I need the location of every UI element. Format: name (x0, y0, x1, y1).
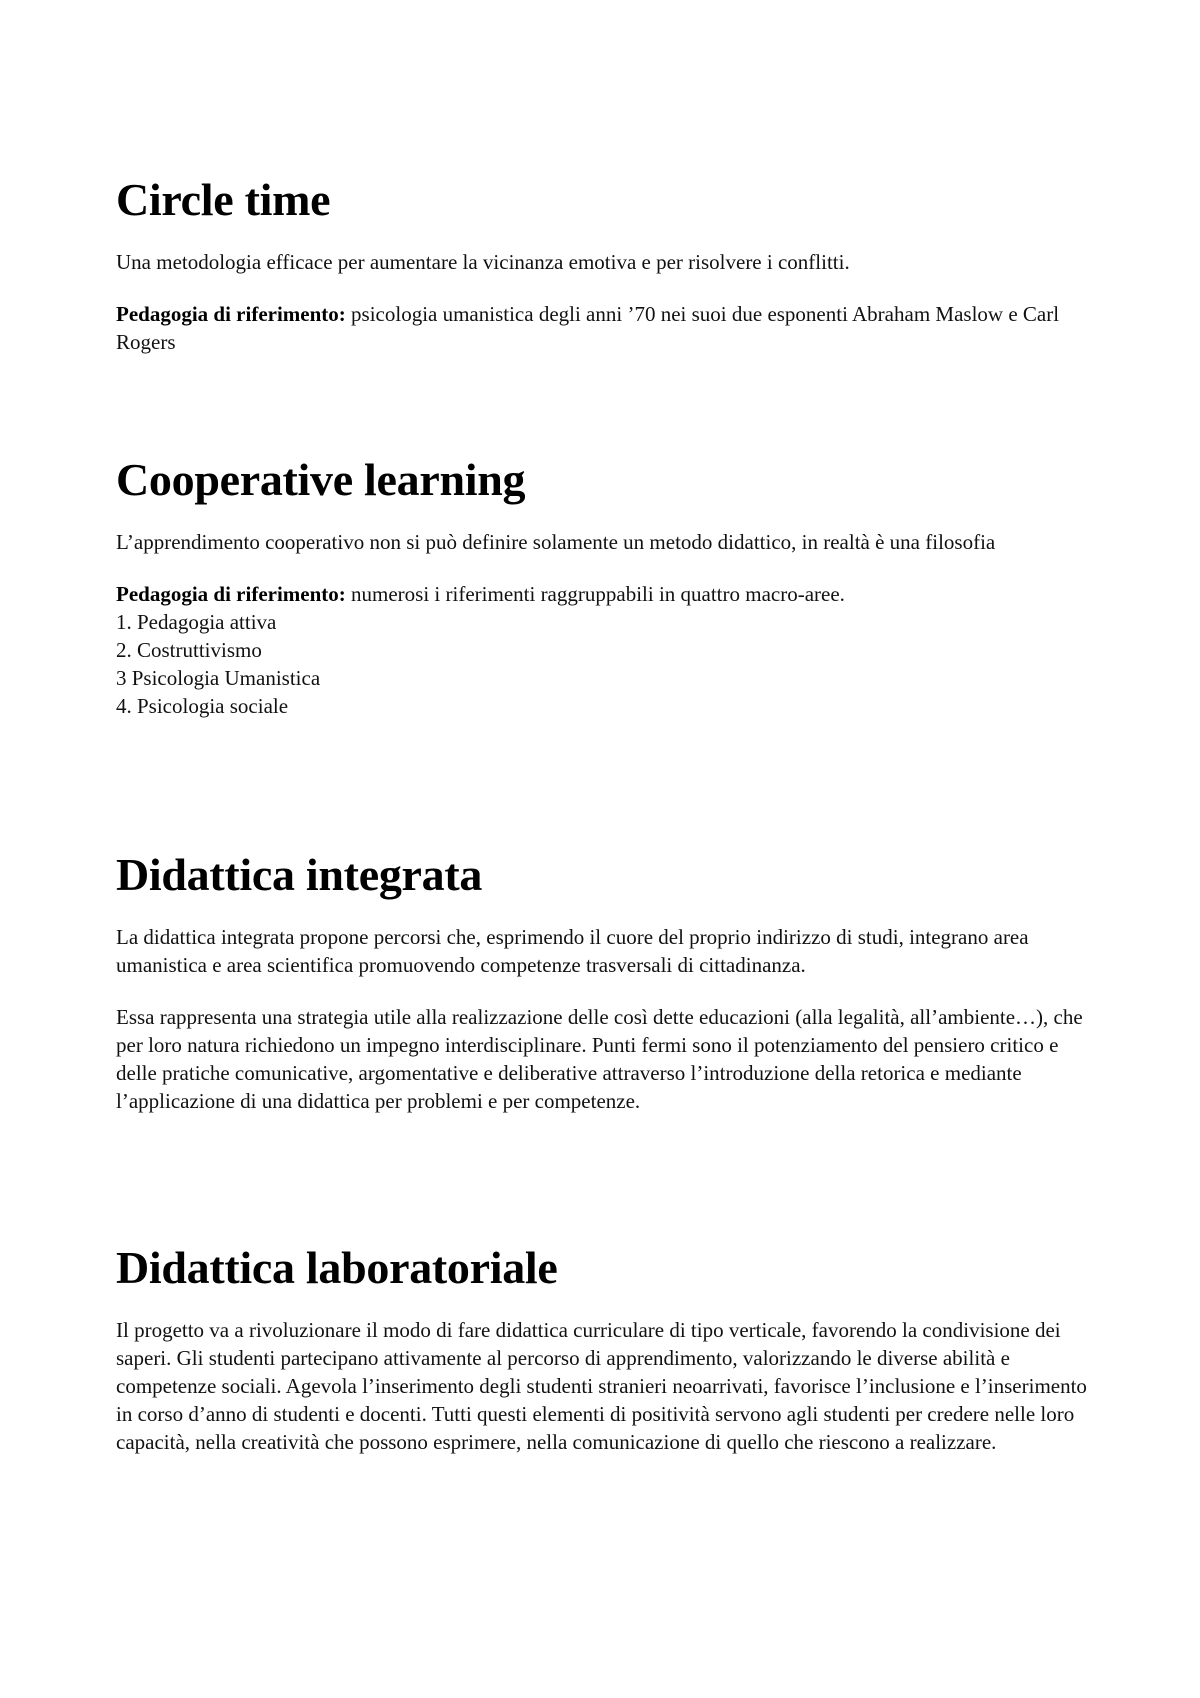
paragraph-cooperative-learning-reference (116, 580, 1096, 608)
list-item: 4. Psicologia sociale (116, 694, 289, 718)
paragraph-didattica-integrata-2: Essa rappresenta una strategia utile alla realizzazione delle così dette educazioni (alla legalità, all’ambiente…), che per loro natura richiedono un impegno interdisciplinare. Punti fermi sono il potenziamento del pensiero critico e delle pratiche comunicative, argomentative e deliberative attraverso l’introduzione della retorica e mediante l’applicazione di una didattica per problemi e per competenze. (116, 1005, 1083, 1113)
list-item: 3 Psicologia Umanistica (116, 666, 321, 690)
reference-text: psicologia umanistica degli anni ’70 nei suoi due esponenti Abraham Maslow e Carl Rogers (116, 302, 1060, 354)
heading-didattica-integrata: Didattica integrata (116, 849, 483, 900)
reference-text: numerosi i riferimenti raggruppabili in quattro macro-aree. (345, 582, 845, 606)
section-cooperative-learning (116, 452, 1096, 720)
heading-didattica-laboratoriale: Didattica laboratoriale (116, 1242, 558, 1293)
reference-list (116, 608, 1096, 720)
paragraph-circle-time-intro: Una metodologia efficace per aumentare la vicinanza emotiva e per risolvere i conflitti. (116, 250, 850, 274)
section-didattica-integrata (116, 847, 1096, 1115)
reference-label: Pedagogia di riferimento: (116, 302, 346, 326)
list-item: 2. Costruttivismo (116, 638, 262, 662)
paragraph-circle-time-reference (116, 300, 1096, 356)
heading-circle-time: Circle time (116, 174, 331, 225)
paragraph-cooperative-learning-intro: L’apprendimento cooperativo non si può definire solamente un metodo didattico, in realtà è una filosofia (116, 530, 996, 554)
paragraph-didattica-integrata-1: La didattica integrata propone percorsi che, esprimendo il cuore del proprio indirizzo di studi, integrano area umanistica e area scientifica promuovendo competenze trasversali di cittadinanza. (116, 925, 1029, 977)
section-didattica-laboratoriale (116, 1240, 1096, 1456)
paragraph-didattica-laboratoriale: Il progetto va a rivoluzionare il modo di fare didattica curriculare di tipo verticale, favorendo la condivisione dei saperi. Gli studenti partecipano attivamente al percorso di apprendimento, valorizzando le diverse abilità e competenze sociali. Agevola l’inserimento degli studenti stranieri neoarrivati, favorisce l’inclusione e l’inserimento in corso d’anno di studenti e docenti. Tutti questi elementi di positività servono agli studenti per credere nelle loro capacità, nella creatività che possono esprimere, nella comunicazione di quello che riescono a realizzare. (116, 1318, 1087, 1454)
section-circle-time (116, 172, 1096, 356)
heading-cooperative-learning: Cooperative learning (116, 454, 526, 505)
reference-label: Pedagogia di riferimento: (116, 582, 346, 606)
list-item: 1. Pedagogia attiva (116, 610, 277, 634)
